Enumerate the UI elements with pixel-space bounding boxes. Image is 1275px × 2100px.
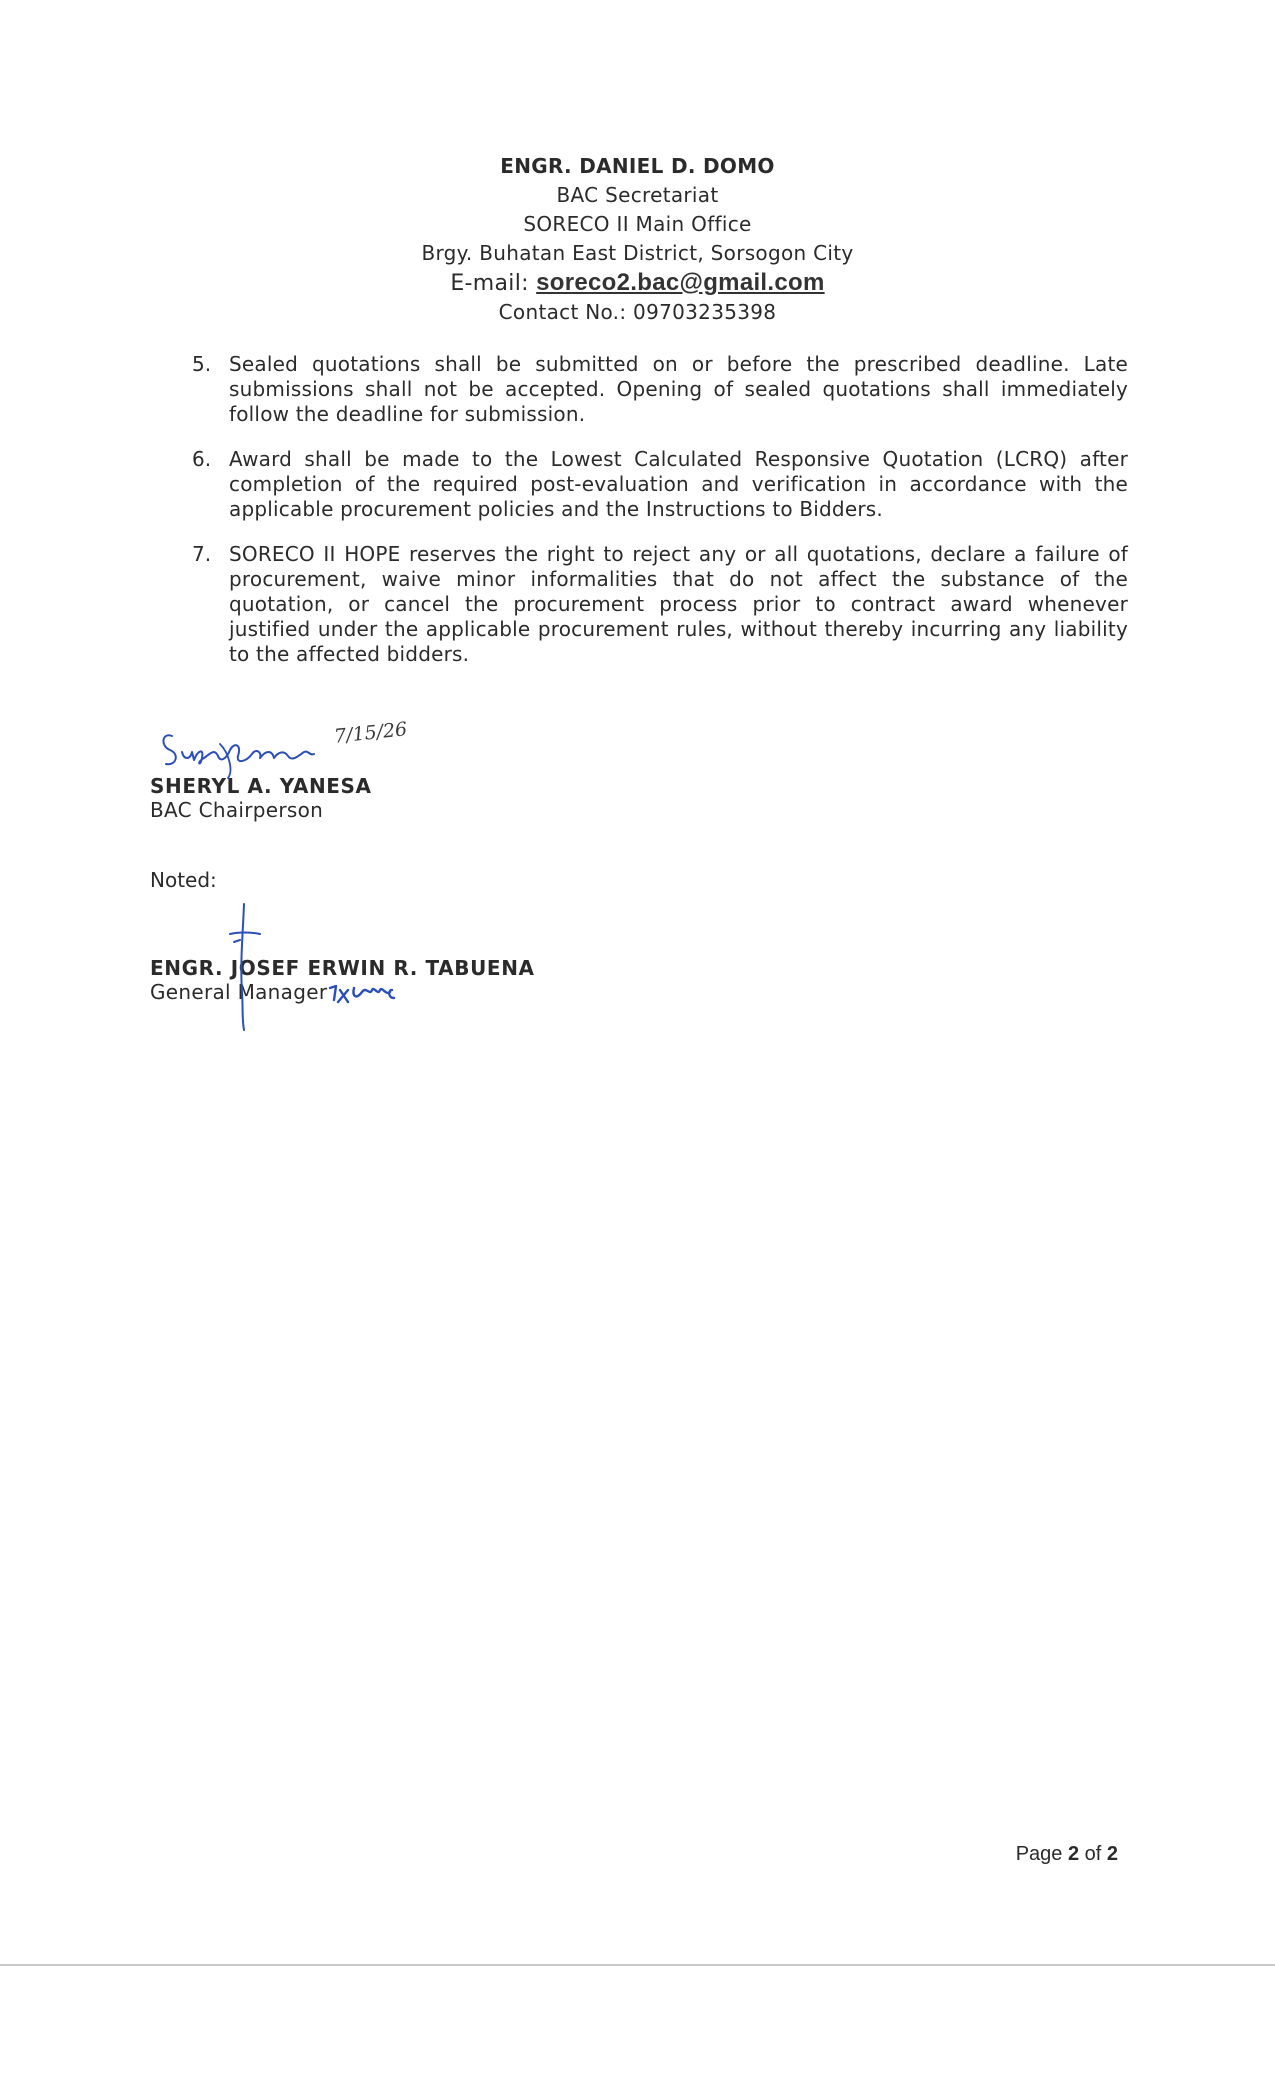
contact-number: Contact No.: 09703235398 [498,300,777,324]
contact-block [0,152,1275,327]
contact-name: ENGR. DANIEL D. DOMO [500,154,775,178]
email-label: E-mail: [450,271,537,296]
item-number: 7. [192,542,212,566]
current-page: 2 [1067,1843,1080,1865]
contact-address: Brgy. Buhatan East District, Sorsogon City [421,241,854,265]
of-word: of [1079,1843,1107,1865]
item-number: 6. [192,447,212,471]
signatory-title: General Manager [150,980,328,1004]
total-pages: 2 [1106,1843,1118,1865]
signatory-name: ENGR. JOSEF ERWIN R. TABUENA [150,956,535,980]
numbered-list [192,352,1128,687]
list-item [192,352,1128,427]
handwritten-date: 7/15/26 [333,718,409,748]
signatory-title: BAC Chairperson [150,798,324,822]
initials-mark [326,982,406,1008]
page-footer [1016,1843,1118,1866]
item-text: Sealed quotations shall be submitted on or before the prescribed deadline. Late submissions shall not be accepted. Opening of sealed quotations shall immediately follow the deadline for submission. [229,352,1128,426]
bottom-divider [0,1964,1275,1966]
contact-position: BAC Secretariat [556,183,719,207]
noted-label: Noted: [150,868,217,892]
page-word: Page [1015,1843,1068,1865]
signatory-1 [150,774,372,822]
item-text: SORECO II HOPE reserves the right to reject any or all quotations, declare a failure of procurement, waive minor informalities that do not affect the substance of the quotation, or cancel the procurement process prior to contract award whenever justified under the applicable procurement rules, without thereby incurring any liability to the affected bidders. [229,542,1128,666]
contact-email-line [0,268,1275,298]
item-number: 5. [192,352,212,376]
list-item [192,542,1128,667]
item-text: Award shall be made to the Lowest Calculated Responsive Quotation (LCRQ) after completion of the required post-evaluation and verification in accordance with the applicable procurement policies and the Instructions to Bidders. [229,447,1128,521]
signature-tabuena [226,902,266,1032]
signatory-name: SHERYL A. YANESA [150,774,372,798]
email-link[interactable]: soreco2.bac@gmail.com [536,269,825,296]
list-item [192,447,1128,522]
contact-office: SORECO II Main Office [523,212,752,236]
